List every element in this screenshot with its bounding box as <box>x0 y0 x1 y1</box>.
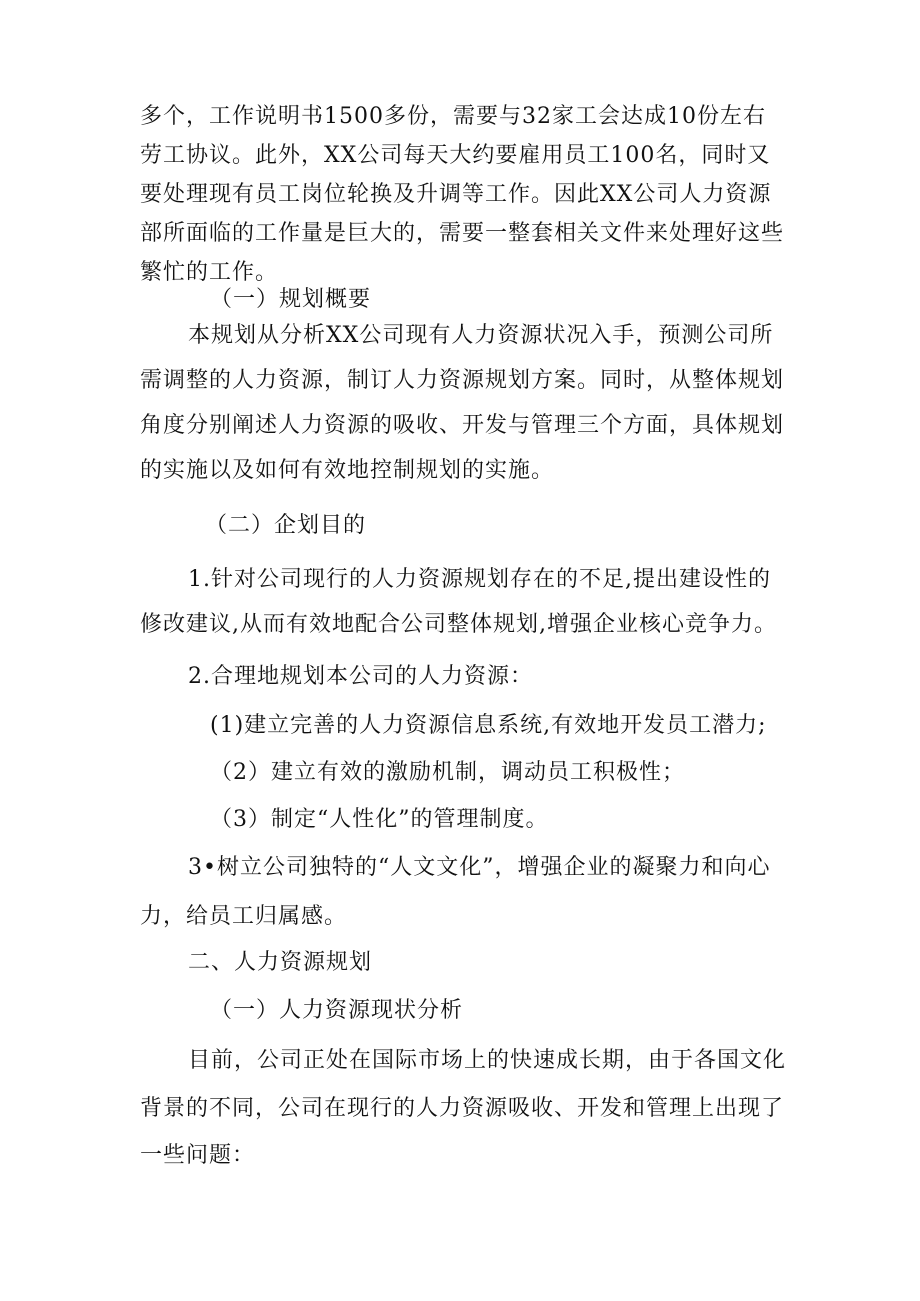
status-line-1: 目前，公司正处在国际市场上的快速成长期，由于各国文化 <box>188 1048 787 1073</box>
overview-line-3: 角度分别阐述人力资源的吸收、开发与管理三个方面，具体规划 <box>140 413 785 438</box>
section-purpose-heading: （二）企划目的 <box>205 513 367 538</box>
intro-line-4: 部所面临的工作量是巨大的，需要一整套相关文件来处理好这些 <box>140 221 785 246</box>
purpose-sub-1: (1)建立完善的人力资源信息系统,有效地开发员工潜力; <box>210 713 767 738</box>
purpose-sub-2: （2）建立有效的激励机制，调动员工积极性； <box>210 760 685 785</box>
intro-line-2: 劳工协议。此外，XX公司每天大约要雇用员工100名，同时又 <box>140 143 771 168</box>
purpose-item-2: 2.合理地规划本公司的人力资源： <box>188 664 533 689</box>
overview-line-2: 需调整的人力资源，制订人力资源规划方案。同时，从整体规划 <box>140 368 785 393</box>
purpose-item-1-line-1: 1.针对公司现行的人力资源规划存在的不足,提出建设性的 <box>188 567 771 592</box>
status-line-3: 一些问题： <box>140 1143 256 1168</box>
purpose-item-3-line-1: 3•树立公司独特的“人文文化”，增强企业的凝聚力和向心 <box>188 855 771 880</box>
intro-line-1: 多个，工作说明书1500多份，需要与32家工会达成10份左右 <box>140 104 766 129</box>
section-overview-heading: （一）规划概要 <box>210 287 372 312</box>
section-status-heading: （一）人力资源现状分析 <box>210 998 464 1023</box>
overview-line-4: 的实施以及如何有效地控制规划的实施。 <box>140 458 555 483</box>
chapter-2-heading: 二、人力资源规划 <box>188 950 373 975</box>
purpose-item-3-line-2: 力，给员工归属感。 <box>140 904 348 929</box>
intro-line-3: 要处理现有员工岗位轮换及升调等工作。因此XX公司人力资源 <box>140 182 772 207</box>
purpose-item-1-line-2: 修改建议,从而有效地配合公司整体规划,增强企业核心竞争力。 <box>140 612 777 637</box>
status-line-2: 背景的不同，公司在现行的人力资源吸收、开发和管理上出现了 <box>140 1096 785 1121</box>
intro-line-5: 繁忙的工作。 <box>140 260 279 285</box>
purpose-sub-3: （3）制定“人性化”的管理制度。 <box>210 807 549 832</box>
overview-line-1: 本规划从分析XX公司现有人力资源状况入手，预测公司所 <box>188 323 774 348</box>
